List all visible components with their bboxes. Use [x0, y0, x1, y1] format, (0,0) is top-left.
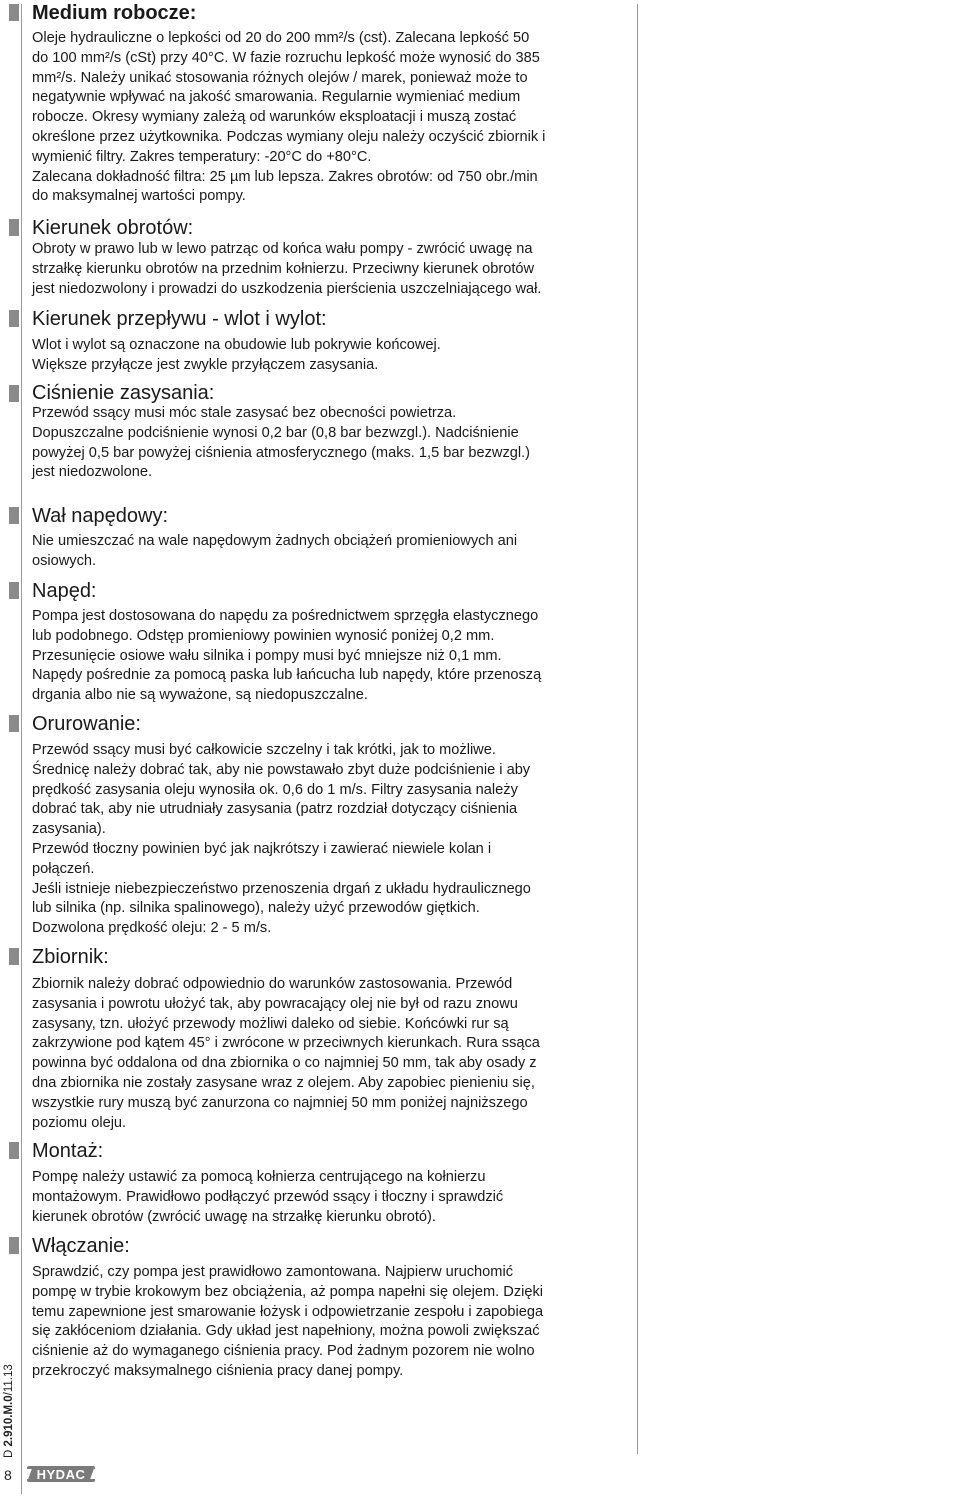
text-line: kierunek obrotów (zwrócić uwagę na strzałkę kierunku obrotó). — [32, 1208, 436, 1225]
text-line: lub podobnego. Odstęp promieniowy powinien wynosić poniżej 0,2 mm. — [32, 627, 495, 644]
section-heading: Napęd: — [32, 580, 97, 602]
section-marker-icon — [9, 582, 19, 599]
text-line: Przewód tłoczny powinien być jak najkrótszy i zawierać niewiele kolan i — [32, 840, 492, 857]
section-marker-icon — [9, 715, 19, 732]
document-code-number: 2.910.M.0 — [3, 1395, 15, 1447]
text-line: dobrać tak, aby nie utrudniały zasysania (patrz rozdział dotyczący ciśnienia — [32, 801, 518, 818]
text-line: powinna być oddalona od dna zbiornika o co najmniej 50 mm, tak aby osady z — [32, 1055, 537, 1072]
text-line: ciśnienie aż do wymaganego ciśnienia pracy. Pod żadnym pozorem nie wolno — [32, 1343, 535, 1360]
text-line: pompę w trybie krokowym bez obciążenia, aż pompa napełni się olejem. Dzięki — [32, 1283, 544, 1300]
section-heading: Montaż: — [32, 1140, 104, 1162]
text-line: powyżej 0,5 bar powyżej ciśnienia atmosferycznego (maks. 1,5 bar bezwzgl.) — [32, 444, 531, 461]
text-line: Obroty w prawo lub w lewo patrząc od końca wału pompy - zwrócić uwagę na — [32, 241, 533, 257]
text-line: Sprawdzić, czy pompa jest prawidłowo zamontowana. Najpierw uruchomić — [32, 1264, 513, 1280]
document-code-prefix: D — [3, 1446, 15, 1458]
section-body — [32, 404, 632, 483]
text-line: połączeń. — [32, 860, 95, 877]
section-heading: Kierunek przepływu - wlot i wylot: — [32, 308, 327, 330]
text-line: się zakłóceniom działania. Gdy układ jest napełniony, można powoli zwiększać — [32, 1323, 540, 1340]
text-line: Przewód ssący musi być całkowicie szczelny i tak krótki, jak to możliwe. — [32, 742, 496, 758]
text-line: Zbiornik należy dobrać odpowiednio do warunków zastosowania. Przewód — [32, 976, 513, 992]
text-line: Nie umieszczać na wale napędowym żadnych obciążeń promieniowych ani — [32, 533, 518, 549]
text-line: wszystkie rury muszą być zanurzona co najmniej 50 mm poniżej najniższego — [32, 1094, 528, 1111]
section-marker-icon — [9, 948, 19, 965]
section-marker-icon — [9, 1142, 19, 1159]
section-heading: Zbiornik: — [32, 946, 109, 968]
text-line: drgania albo nie są wyważone, są niedopuszczalne. — [32, 687, 368, 704]
text-line: poziomu oleju. — [32, 1114, 127, 1131]
page-number: 8 — [4, 1467, 12, 1483]
section-heading: Medium robocze: — [32, 2, 197, 24]
text-line: prędkość zasysania oleju wynosiła ok. 0,6 do 1 m/s. Filtry zasysania należy — [32, 781, 518, 798]
text-line: strzałkę kierunku obrotów na przednim kołnierzu. Przeciwny kierunek obrotów — [32, 260, 535, 277]
text-line: zasysany, tzn. ułożyć przewody możliwi daleko od siebie. Końcówki rur są — [32, 1015, 509, 1032]
text-line: zasysania i powrotu ułożyć tak, aby powracający olej nie był od razu znowu — [32, 995, 518, 1012]
text-line: negatywnie wpływać na jakość smarowania. Regularnie wymieniać medium — [32, 89, 521, 106]
section-body — [32, 607, 632, 706]
section-marker-icon — [9, 219, 19, 236]
section-marker-icon — [9, 4, 19, 21]
section-heading: Wał napędowy: — [32, 505, 168, 527]
document-code-date: /11.13 — [3, 1364, 15, 1396]
text-line: temu zapewnione jest smarowanie łożysk i odpowietrzanie zespołu i zapobiega — [32, 1303, 544, 1320]
text-line: osiowych. — [32, 552, 97, 569]
document-code — [3, 1364, 15, 1458]
text-line: Zalecana dokładność filtra: 25 µm lub lepsza. Zakres obrotów: od 750 obr./min — [32, 168, 538, 185]
text-line: jest niedozwolony i prowadzi do uszkodzenia pierścienia uszczelniającego wał. — [32, 280, 542, 297]
text-line: Przewód ssący musi móc stale zasysać bez obecności powietrza. — [32, 405, 457, 421]
text-line: Średnicę należy dobrać tak, aby nie powstawało zbyt duże podciśnienie i aby — [32, 761, 531, 778]
text-line: Przesunięcie osiowe wału silnika i pompy musi być mniejsze niż 0,1 mm. — [32, 647, 502, 664]
text-line: Większe przyłącze jest zwykle przyłączem zasysania. — [32, 356, 379, 373]
text-line: mm²/s. Należy unikać stosowania różnych olejów / marek, ponieważ może to — [32, 69, 528, 86]
text-line: zasysania). — [32, 821, 106, 838]
section-body — [32, 532, 632, 572]
section-marker-icon — [9, 310, 19, 327]
text-line: lub silnika (np. silnika spalinowego), należy użyć przewodów giętkich. — [32, 900, 480, 917]
left-margin-rule — [21, 4, 22, 1494]
logo-text: HYDAC — [36, 1466, 86, 1482]
section-body — [32, 1168, 632, 1227]
text-line: jest niedozwolone. — [32, 464, 153, 481]
section-marker-icon — [9, 1237, 19, 1254]
section-body — [32, 336, 632, 376]
text-line: Dopuszczalne podciśnienie wynosi 0,2 bar (0,8 bar bezwzgl.). Nadciśnienie — [32, 424, 519, 441]
section-body — [32, 975, 632, 1133]
section-marker-icon — [9, 507, 19, 524]
text-line: Wlot i wylot są oznaczone na obudowie lub pokrywie końcowej. — [32, 337, 441, 353]
text-line: dna zbiornika nie zostały zasysane wraz z olejem. Aby zapobiec pienieniu się, — [32, 1074, 535, 1091]
section-body — [32, 29, 632, 207]
text-line: wymienić filtry. Zakres temperatury: -20°C do +80°C. — [32, 148, 372, 165]
text-line: Dozwolona prędkość oleju: 2 - 5 m/s. — [32, 920, 272, 937]
text-line: do maksymalnej wartości pompy. — [32, 188, 246, 205]
hydac-logo — [27, 1466, 95, 1482]
text-line: robocze. Okresy wymiany zależą od warunków eksploatacji i muszą zostać — [32, 109, 517, 126]
section-heading: Kierunek obrotów: — [32, 217, 194, 239]
section-heading: Ciśnienie zasysania: — [32, 382, 215, 404]
section-heading: Orurowanie: — [32, 713, 141, 735]
text-line: Pompa jest dostosowana do napędu za pośrednictwem sprzęgła elastycznego — [32, 608, 539, 624]
text-line: montażowym. Prawidłowo podłączyć przewód ssący i tłoczny i sprawdzić — [32, 1188, 504, 1205]
text-line: Pompę należy ustawić za pomocą kołnierza centrującego na kołnierzu — [32, 1169, 486, 1185]
text-line: określone przez użytkownika. Podczas wymiany oleju należy oczyścić zbiornik i — [32, 128, 546, 145]
text-line: Oleje hydrauliczne o lepkości od 20 do 200 mm²/s (cst). Zalecana lepkość 50 — [32, 30, 530, 46]
text-line: Jeśli istnieje niebezpieczeństwo przenoszenia drgań z układu hydraulicznego — [32, 880, 531, 897]
section-body — [32, 240, 632, 299]
section-body — [32, 1263, 632, 1382]
section-heading: Włączanie: — [32, 1235, 130, 1257]
section-marker-icon — [9, 385, 19, 402]
text-line: zakrzywione pod kątem 45° i zwrócone w przeciwnych kierunkach. Rura ssąca — [32, 1035, 540, 1052]
text-line: Napędy pośrednie za pomocą paska lub łańcucha lub napędy, które przenoszą — [32, 667, 542, 684]
text-line: do 100 mm²/s (cSt) przy 40°C. W fazie rozruchu lepkość może wynosić do 385 — [32, 49, 540, 66]
text-line: przekroczyć maksymalnego ciśnienia pracy danej pompy. — [32, 1362, 404, 1379]
right-column-rule — [637, 4, 638, 1454]
section-body — [32, 741, 632, 939]
